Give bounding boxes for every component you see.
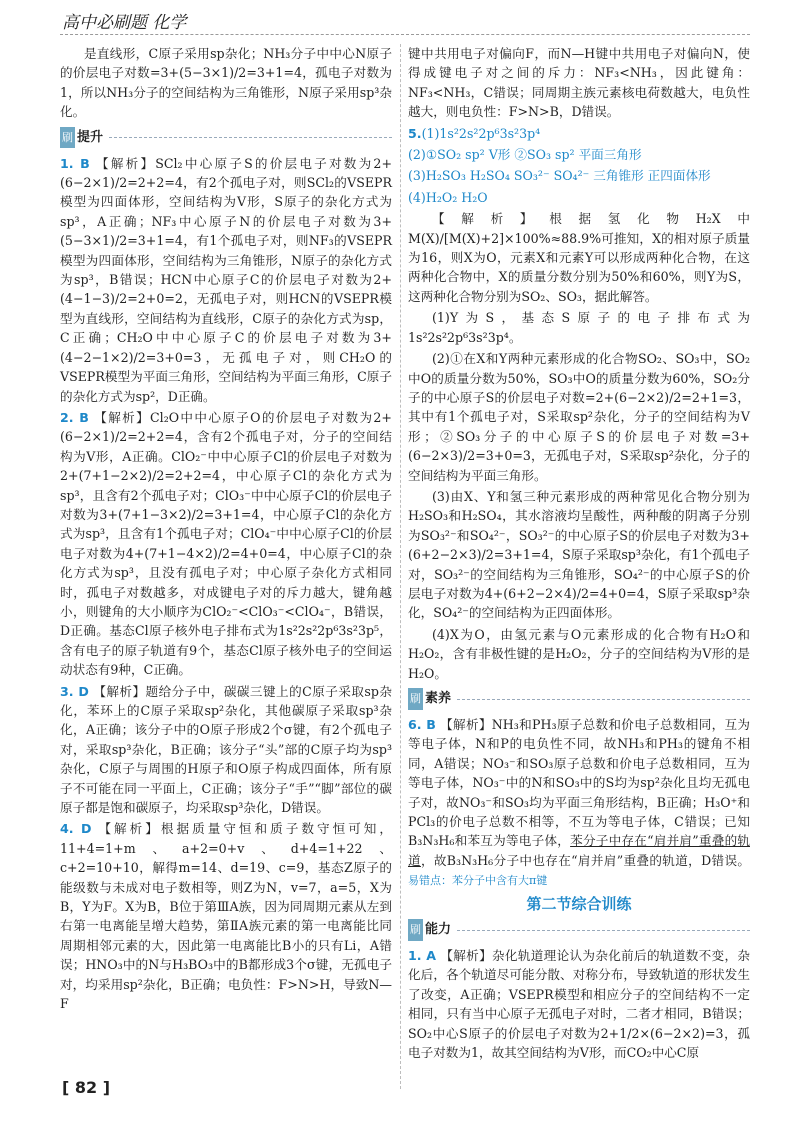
answer-2 — [60, 408, 392, 680]
section-suyang — [408, 689, 750, 709]
answer-5-analysis: 【解析】根据氢化物H₂X中M(X)/[M(X)+2]×100%≈88.9%可推知，X的相对原子质量为16，则X为O，元素X和元素Y可以形成两种化合物，在这两种化合物中，X的质量分数分别为50%和60%，则Y为S，这两种化合物分别为SO₂、SO₃，据此解答。 — [408, 211, 750, 304]
answer-4 — [60, 819, 392, 1013]
answer-5-sub-2: (2)①在X和Y两种元素形成的化合物SO₂、SO₃中，SO₂中O的质量分数为50%，SO₃中O的质量分数为60%，SO₂分子的中心原子S的价层电子对数=2+(6−2×2)/2=2+1=3，其中有1个孤电子对，S采取sp²杂化，分子的空间结构为V形；②SO₃分子的中心原子S的价层电子对数=3+(6−2×3)/2=3+0=3，无孤电子对，S采取sp²杂化，分子的空间结构为平面三角形。 — [408, 351, 750, 483]
continued-paragraph: 键中共用电子对偏向F，而N—H键中共用电子对偏向N，使得成键电子对之间的斥力：NF₃<NH₃，因此键角：NF₃<NH₃，C错误；同周期主族元素核电荷数越大，电负性越大，则电负性：F>N>B，D错误。 — [408, 46, 750, 120]
section-label: 提升 — [77, 129, 104, 145]
column-divider — [400, 44, 401, 1089]
section-rule — [457, 930, 750, 931]
section-rule — [457, 699, 750, 700]
section-title: 第二节综合训练 — [526, 894, 632, 913]
answer-7 — [408, 946, 750, 1062]
answer-number: 6. B — [408, 717, 436, 732]
answer-5-sub-3: (3)由X、Y和氢三种元素形成的两种常见化合物分别为H₂SO₃和H₂SO₄，其水溶液均呈酸性，两种酸的阴离子分别为SO₃²⁻和SO₄²⁻，SO₃²⁻的中心原子S的价层电子对数为3+(6+2−2×3)/2=3+1=4，S原子采取sp³杂化，有1个孤电子对，SO₃²⁻的空间结构为三角锥形，SO₄²⁻的中心原子S的价层电子对数为4+(6+2−2×4)/2=4+0=4，S原子采取sp³杂化，SO₄²⁻的空间结构为正四面体形。 — [408, 488, 750, 621]
page-number-value: 82 — [74, 1078, 98, 1097]
section-badge-icon: 刷 — [408, 919, 423, 940]
answer-5-line-1 — [408, 124, 750, 143]
answer-5-part-1: (1)1s²2s²2p⁶3s²3p⁴ — [421, 125, 541, 141]
answer-text: 【解析】杂化轨道理论认为杂化前后的轨道数不变，杂化后，各个轨道尽可能分散、对称分布，导致轨道的形状发生了改变，A正确；VSEPR模型和相应分子的空间结构不一定相同，只有当中心原子无孤电子对时，二者才相同，B错误；SO₂中心S原子的价层电子对数为2+1/2×(6−2×2)=3，孤电子对数为1，故其空间结构为V形，而CO₂中心C原 — [408, 948, 750, 1061]
header-divider — [60, 34, 750, 35]
section-tisheng — [60, 128, 392, 148]
answer-number: 5. — [408, 125, 422, 141]
underlined-text: 苯分子中存在“肩并肩”重叠的轨道 — [408, 833, 750, 868]
left-column — [60, 44, 392, 1016]
answer-3 — [60, 682, 392, 818]
answer-text: 【解析】NH₃和PH₃原子总数和价电子总数相同，互为等电子体，N和P的电负性不同，故NH₃和PH₃的键角不相同，A错误；NO₃⁻和SO₃原子总数和价电子总数相同，互为等电子体，NO₃⁻中的N和SO₃中的S均为sp²杂化且均无孤电子对，故NO₃⁻和SO₃均为平面三角形结构，B正确；H₃O⁺和PCl₃的价电子总数不相等，不互为等电子体，C错误；已知B₃N₃H₆和苯互为等电子体， — [408, 717, 750, 849]
answer-number: 1. A — [408, 948, 436, 964]
answer-text: 【解析】根据质量守恒和质子数守恒可知，11+4=1+m、a+2=0+v、d+4=1+22、c+2=10+10，解得m=14、d=19、c=9，基态Z原子的能级数与未成对电子数相等，则Z为N，v=7，a=5，X为B，Y为F。X为B，B位于第ⅢA族，因为同周期元素从左到右第一电离能呈增大趋势，第ⅡA族元素的第一电离能比同周期相邻元素的大，因此第一电离能比B小的只有Li，A错误；HNO₃中的N与H₃BO₃中的B都形成3个σ键，无孤电子对，均采用sp²杂化，B正确；电负性：F>N>H，导致N—F — [60, 821, 392, 1012]
intro-paragraph: 是直线形，C原子采用sp杂化；NH₃分子中中心N原子的价层电子对数=3+(5−3×1)/2=3+1=4，孤电子对数为1，所以NH₃分子的空间结构为三角锥形，N原子采用sp³杂化。 — [60, 46, 392, 120]
answer-5-part-4: (4)H₂O₂ H₂O — [408, 189, 488, 205]
answer-number: 3. D — [60, 683, 89, 699]
section-nengli — [408, 920, 750, 940]
page-number: [ 82 ] — [62, 1078, 111, 1097]
section-label: 能力 — [425, 922, 452, 938]
answer-number: 1. B — [60, 155, 90, 171]
section-badge-icon: 刷 — [408, 688, 423, 709]
right-column — [408, 44, 750, 1065]
answer-text-end: ，故B₃N₃H₆分子中也存在“肩并肩”重叠的轨道，D错误。 — [420, 852, 750, 868]
answer-5-part-3: (3)H₂SO₃ H₂SO₄ SO₃²⁻ SO₄²⁻ 三角锥形 正四面体形 — [408, 168, 711, 184]
answer-number: 4. D — [60, 821, 92, 837]
error-note: 易错点：苯分子中含有大π键 — [408, 874, 548, 888]
answer-5-sub-4: (4)X为O，由氢元素与O元素形成的化合物有H₂O和H₂O₂，含有非极性键的是H₂O₂，分子的空间结构为V形的是H₂O。 — [408, 626, 750, 681]
answer-6 — [408, 715, 750, 891]
answer-5-sub-1: (1)Y为S，基态S原子的电子排布式为1s²2s²2p⁶3s²3p⁴。 — [408, 310, 750, 345]
answer-5-part-2: (2)①SO₂ sp² V形 ②SO₃ sp² 平面三角形 — [408, 147, 642, 163]
page-header: 高中必刷题 化学 — [62, 13, 187, 33]
answer-text: 【解析】Cl₂O中中心原子O的价层电子对数为2+(6−2×1)/2=2+2=4，含有2个孤电子对，分子的空间结构为V形，A正确。ClO₂⁻中中心原子Cl的价层电子对数为2+(7+1−2×2)/2=2+2=4，中心原子Cl的杂化方式为sp³，且含有2个孤电子对；ClO₃⁻中中心原子Cl的价层电子对数为3+(7+1−3×2)/2=3+1=4，中心原子Cl的杂化方式为sp³，且含有1个孤电子对；ClO₄⁻中中心原子Cl的价层电子对数为4+(7+1−4×2)/2=4+0=4，中心原子Cl的杂化方式为sp³，且没有孤电子对；中心原子杂化方式相同时，孤电子对数越多，对成键电子对的斥力越大，键角越小，则键角的大小顺序为ClO₂⁻<ClO₃⁻<ClO₄⁻，B错误，D正确。基态Cl原子核外电子排布式为1s²2s²2p⁶3s²3p⁵，含有电子的原子轨道有9个，基态Cl原子核外电子的空间运动状态有9种，C正确。 — [60, 409, 392, 678]
answer-1 — [60, 154, 392, 406]
answer-text: 【解析】SCl₂中心原子S的价层电子对数为2+(6−2×1)/2=2+2=4，有2个孤电子对，则SCl₂的VSEPR模型为四面体形，空间结构为V形，S原子的杂化方式为sp³，A正确；NF₃中心原子N的价层电子对数为3+(5−3×1)/2=3+1=4，有1个孤电子对，则NF₃的VSEPR模型为四面体形，空间结构为三角锥形，N原子的杂化方式为sp³，B错误；HCN中心原子C的价层电子对数为2+(4−1−3)/2=2+0=2，无孤电子对，则HCN的VSEPR模型为直线形，空间结构为直线形，C原子的杂化方式为sp，C正确；CH₂O中中心原子C的价层电子对数为3+(4−2−1×2)/2=3+0=3，无孤电子对，则CH₂O的VSEPR模型为平面三角形，空间结构为平面三角形，C原子的杂化方式为sp²，D正确。 — [60, 155, 392, 404]
section-rule — [109, 137, 392, 138]
section-badge-icon: 刷 — [60, 127, 75, 148]
answer-number: 2. B — [60, 409, 89, 425]
section-label: 素养 — [425, 691, 452, 707]
answer-text: 【解析】题给分子中，碳碳三键上的C原子采取sp杂化，苯环上的C原子采取sp²杂化，其他碳原子采取sp³杂化，A正确；该分子中的O原子形成2个σ键，有2个孤电子对，采取sp³杂化，B正确；该分子“头”部的C原子均为sp³杂化，C原子与周围的H原子和O原子构成四面体，所有原子不可能在同一平面上，C正确；该分子“手”“脚”部位的碳原子都是饱和碳原子，均采取sp³杂化，D错误。 — [60, 683, 392, 816]
